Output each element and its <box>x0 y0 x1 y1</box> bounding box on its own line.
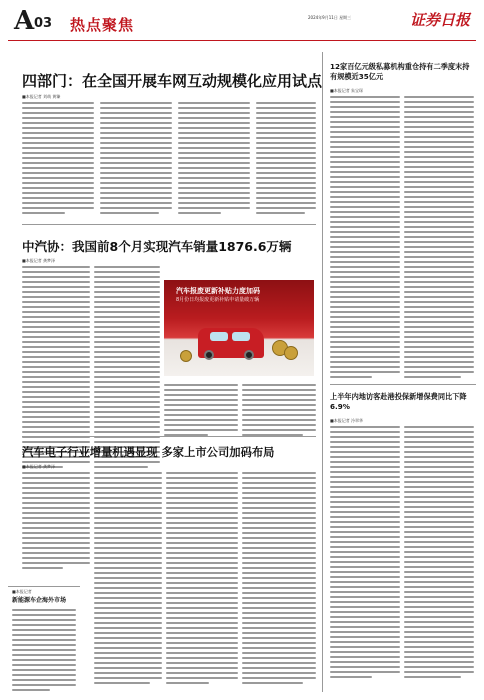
article-pilot-body-col2 <box>100 102 172 217</box>
article-privatecar-headline-text: 12家百亿元级私募机构重仓持有二季度末持有规模近35亿元 <box>330 62 470 81</box>
divider-right <box>330 384 476 385</box>
article-caam-body-col4 <box>242 384 316 439</box>
coin-stack <box>284 346 298 360</box>
article-electronics-body-col4 <box>242 472 316 687</box>
article-electronics-byline: ■本报记者 龚梦泽 <box>22 464 56 469</box>
article-pilot-body-col4 <box>256 102 316 217</box>
article-caam-body-col2 <box>94 266 160 471</box>
article-pilot-headline: 四部门：在全国开展车网互动规模化应用试点 <box>22 72 323 90</box>
article-caam-body-col3 <box>164 384 238 439</box>
sidebar-heading: 新能源车企海外市场 <box>12 597 67 604</box>
article-caam-byline: ■本报记者 龚梦泽 <box>22 258 56 263</box>
column-divider <box>322 52 323 692</box>
sidebar-byline: ■本报记者 <box>12 589 32 594</box>
article-pilot-byline: ■本报记者 刘萌 黄臻 <box>22 94 61 99</box>
article-export-headline-text: 上半年内地访客赴港投保新增保费同比下降6.9% <box>330 392 467 411</box>
masthead <box>8 6 476 44</box>
sidebar-body <box>12 609 76 694</box>
article-privatecar-body-col2 <box>404 96 474 381</box>
article-electronics-headline: 汽车电子行业增量机遇显现 多家上市公司加码布局 <box>22 446 275 459</box>
section-title: 热点聚焦 <box>70 16 135 34</box>
article-electronics-body-col1 <box>22 472 90 572</box>
article-privatecar-byline: ■本报记者 朱宝琛 <box>330 88 364 93</box>
divider-pilot <box>22 224 316 225</box>
news-photo <box>164 280 314 376</box>
photo-caption-sub: 8月份日均报废更新补贴申请量破万辆 <box>176 297 260 303</box>
article-caam-headline: 中汽协：我国前8个月实现汽车销量1876.6万辆 <box>22 239 292 254</box>
coin-stack <box>180 350 192 362</box>
article-export-body-col1 <box>330 426 400 681</box>
article-caam-body-col1 <box>22 266 90 471</box>
article-privatecar-body-col1 <box>330 96 400 381</box>
sidebar-box <box>8 586 80 694</box>
page-number: 03 <box>34 16 53 31</box>
article-pilot-body-col3 <box>178 102 250 217</box>
issue-info: 2024年9月11日 星期三 <box>308 15 352 20</box>
page-letter: A <box>14 6 35 36</box>
article-export-body-col2 <box>404 426 474 681</box>
brand-logo: 证券日报 <box>409 11 470 29</box>
article-export-byline: ■本报记者 冷翠华 <box>330 418 364 423</box>
masthead-rule <box>8 40 476 41</box>
divider-caam <box>22 436 316 437</box>
article-privatecar-headline <box>330 62 476 82</box>
article-pilot-body-col1 <box>22 102 94 217</box>
toy-car-red <box>198 328 264 358</box>
article-electronics-body-col2 <box>94 472 162 687</box>
photo-caption-main: 汽车报废更新补贴力度加码 <box>176 287 260 295</box>
article-export-headline <box>330 392 476 412</box>
article-electronics-body-col3 <box>166 472 238 687</box>
